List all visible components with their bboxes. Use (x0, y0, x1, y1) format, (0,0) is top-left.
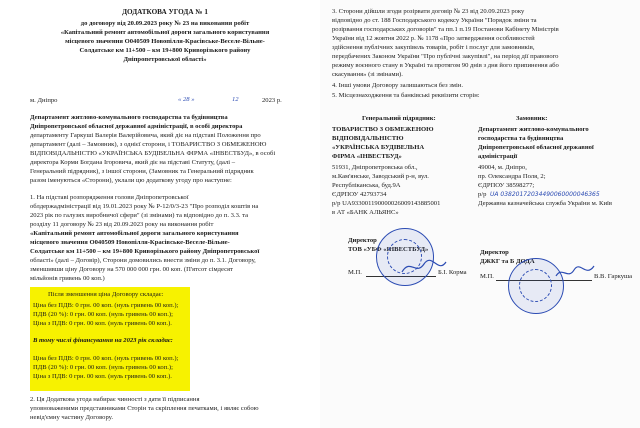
preamble-line: директора Корми Богдана Ігоровича, який діє на підставі Статуту, (далі – (30, 159, 236, 166)
customer-detail: пр. Олександра Поля, 2; (478, 173, 546, 180)
box-line: Ціна з ПДВ: 0 грн. 00 коп. (нуль гривень 00 коп.). (33, 373, 172, 380)
para3-line: України від 12 жовтня 2022 р. № 1178 «Про затвердження особливостей (332, 35, 535, 42)
contractor-sign-title: ТОВ «УБФ «ІНВЕСТБУД» (348, 246, 429, 253)
para1-line: 1. На підставі розпорядження голови Дніпропетровської (30, 194, 189, 201)
header-line: Дніпропетровської області» (123, 56, 207, 63)
preamble-line: Департамент житлово-комунального господарства та будівництва (30, 114, 228, 121)
contractor-heading: Генеральний підрядник: (362, 115, 436, 122)
header-line: місцевого значення О040509 Новопілля-Красівське-Веселе-Вільне- (65, 38, 265, 45)
box-line: Ціна без ПДВ: 0 грн. 00 коп. (нуль гривень 00 коп.); (33, 355, 179, 362)
customer-detail: ЄДРПОУ 38598277; (478, 182, 535, 189)
box-line: Ціна без ПДВ: 0 грн. 00 коп. (нуль гривень 00 коп.); (33, 302, 179, 309)
preamble-line: ВІДПОВІДАЛЬНІСТЮ «УКРАЇНСЬКА БУДІВЕЛЬНА ФІРМА «ІНВЕСТБУД», в особі (30, 150, 276, 157)
customer-stamp-inner-ring (519, 269, 552, 302)
customer-signature-scribble (554, 262, 598, 284)
customer-name: Дніпропетровської обласної державної (478, 144, 594, 151)
para3-line: 3. Сторони дійшли згоди розірвати договір № 23 від 20.09.2023 року (332, 8, 525, 15)
customer-heading: Замовник: (516, 115, 548, 122)
customer-detail: Державна казначейська служба України м. Київ (478, 200, 612, 207)
header-line: «Капітальний ремонт автомобільної дороги загального користування (60, 29, 270, 36)
box-line: Ціна з ПДВ: 0 грн. 00 коп. (нуль гривень 00 коп.). (33, 320, 172, 327)
para1-line: мільйонів гривень 00 коп.) (30, 275, 105, 282)
contractor-name: «УКРАЇНСЬКА БУДІВЕЛЬНА (332, 144, 425, 151)
para1-line: 2023 рік по галузях виробничої сфери" (зі змінами) та відповідно до п. 3.3. та (30, 212, 249, 219)
contractor-detail: 51931, Дніпропетровська обл., (332, 164, 418, 171)
para3-line: передбачених Законом України "Про публічні закупівлі", на період дії правового (332, 53, 559, 60)
preamble-line: департамент (далі – Замовник), з однієї сторони, і ТОВАРИСТВО З ОБМЕЖЕНОЮ (30, 141, 267, 148)
customer-detail: р/р (478, 191, 487, 198)
city: м. Дніпро (30, 97, 58, 104)
preamble-line: Дніпропетровської обласної державної адміністрації, в особі директора (30, 123, 243, 130)
contractor-signature-scribble (400, 256, 450, 278)
contractor-signer: Б.І. Корма (438, 269, 467, 276)
contractor-detail: м.Кам'янське, Заводський р-н, вул. (332, 173, 429, 180)
box-line: ПДВ (20 %): 0 грн. 00 коп. (нуль гривень 00 коп.); (33, 311, 173, 318)
customer-sign-title: ДЖКГ та Б ДОДА (480, 258, 535, 265)
contractor-detail: в АТ «БАНК АЛЬЯНС» (332, 209, 399, 216)
customer-name: господарства та будівництва (478, 135, 564, 142)
para3-line: відповідно до ст. 188 Господарського кодексу України "Порядок зміни та (332, 17, 537, 24)
contractor-name: ВІДПОВІДАЛЬНІСТЮ (332, 135, 404, 142)
box-title: Після зменшення ціна Договору складає: (48, 291, 164, 298)
customer-sign-title: Директор (480, 249, 509, 256)
box-title-2: В тому числі фінансування на 2023 рік складає: (33, 337, 173, 344)
customer-account-handwritten: UA 03820172034490060000046365 (490, 191, 600, 198)
preamble-line: разом іменуються «Сторони), уклали цю додаткову угоду про наступне: (30, 177, 232, 184)
para4: 4. Інші умови Договору залишаються без змін. (332, 82, 463, 89)
contractor-sign-title: Директор (348, 237, 377, 244)
right-page (320, 0, 640, 428)
contractor-mp: М.П. (348, 269, 362, 276)
para2-line: невід'ємну частину Договору. (30, 414, 113, 421)
para1-line: області» (далі – Договір), Сторони домовились внести зміни до п. 3.1. Договору, (30, 257, 256, 264)
customer-signer: В.В. Гаркуша (594, 273, 633, 280)
customer-name: Департамент житлово-комунального (478, 126, 589, 133)
para2-line: уповноваженими представниками Сторін та скріплення печатками, і являє собою (30, 405, 259, 412)
para1-line: зменшивши ціну Договору на 570 000 000 грн. 00 коп. (П'ятсот сімдесят (30, 266, 233, 273)
para1-line: розділу 11 договору № 23 від 20.09.2023 року на виконання робіт (30, 221, 214, 228)
para3-line: режиму воєнного стану в Україні та протягом 90 днів з дня його припинення або (332, 62, 559, 69)
customer-mp: М.П. (480, 273, 494, 280)
para3-line: розірвання господарських договорів" та пп.1 п.19 Постанови Кабінету Міністрів (332, 26, 559, 33)
date-day: « 28 » (178, 96, 195, 103)
contractor-detail: ЄДРПОУ 42793734 (332, 191, 387, 198)
para1-line: Солдатське км 11+500 – км 19+800 Криворізького району Дніпропетровської (30, 248, 260, 255)
contractor-detail: Республіканська, буд.9А (332, 182, 401, 189)
para2-line: 2. Ця Додаткова угода набирає чинності з дати її підписання (30, 396, 200, 403)
para1-line: місцевого значення О040509 Новопілля-Красівське-Веселе-Вільне- (30, 239, 230, 246)
preamble-line: Генеральний підрядник), з іншої сторони, (Замовник та Генеральний підрядник (30, 168, 254, 175)
contractor-name: ФІРМА «ІНВЕСТБУД» (332, 153, 402, 160)
para1-line: облдержадміністрації від 19.01.2023 року № Р-12/0/3-23 "Про розподіл коштів на (30, 203, 259, 210)
date-month: 12 (232, 96, 239, 103)
header-line: Солдатське км 11+500 – км 19+800 Криворізького району (79, 47, 251, 54)
date-year: 2023 р. (262, 97, 282, 104)
preamble-line: департаменту Гаркуші Валерія Валерійовича, який діє на підставі Положення про (30, 132, 261, 139)
para3-line: здійснення публічних закупівель товарів, робіт і послуг для замовників, (332, 44, 535, 51)
document-title: ДОДАТКОВА УГОДА № 1 (122, 8, 208, 16)
contractor-name: ТОВАРИСТВО З ОБМЕЖЕНОЮ (332, 126, 434, 133)
para5: 5. Місцезнаходження та банківські реквізити сторін: (332, 92, 480, 99)
box-line: ПДВ (20 %): 0 грн. 00 коп. (нуль гривень 00 коп.); (33, 364, 173, 371)
para1-line: «Капітальний ремонт автомобільної дороги загального користування (30, 230, 239, 237)
contractor-detail: р/р UA933001190000026009143885001 (332, 200, 441, 207)
customer-detail: 49004, м. Дніпро, (478, 164, 527, 171)
para3-line: скасування» (зі змінами). (332, 71, 403, 78)
header-line: до договору від 20.09.2023 року № 23 на виконання робіт (80, 20, 250, 27)
customer-name: адміністрації (478, 153, 518, 160)
